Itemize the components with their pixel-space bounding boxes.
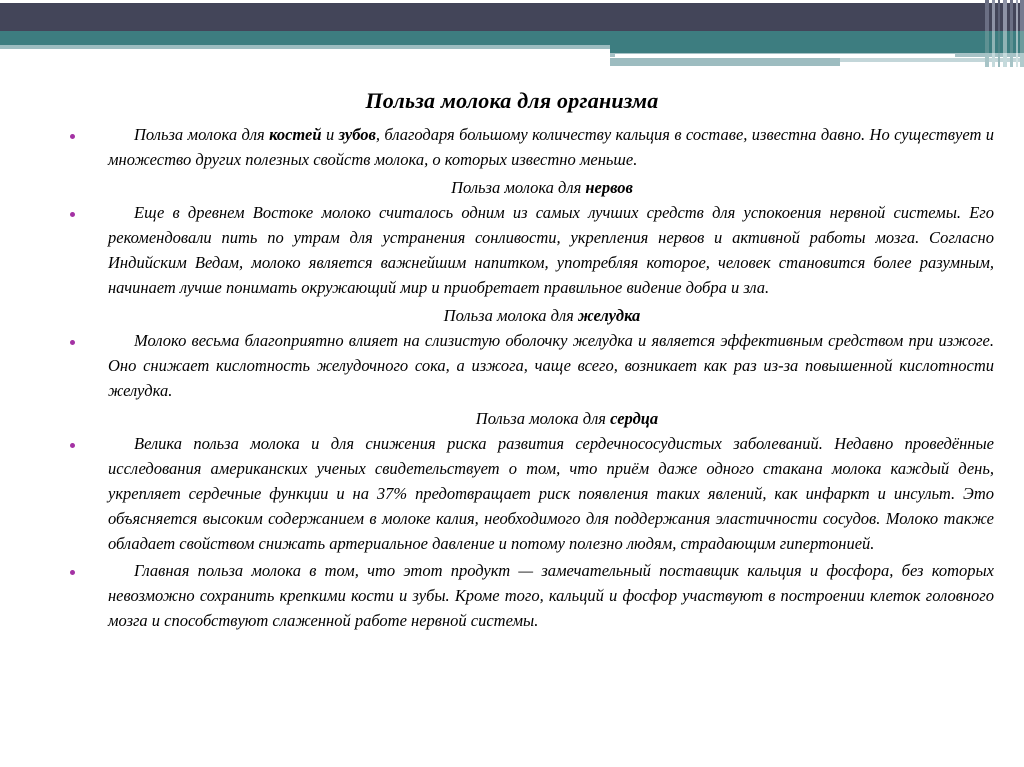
bullet-nerves	[0, 200, 1024, 300]
bullet-bones-teeth-text: Польза молока для костей и зубов, благодаря большому количеству кальция в составе, известна давно. Но существует и множество других полезных свойств молока, о которых известно меньше.	[108, 125, 995, 169]
heading-stomach: Польза молока для желудка	[443, 306, 641, 325]
header-lowest-accent	[840, 58, 1024, 62]
bullet-dot-icon	[70, 212, 75, 217]
header-dark-bar	[0, 3, 1024, 31]
slide-content	[0, 88, 1024, 635]
bullet-dot-icon	[70, 443, 75, 448]
header-white-slit	[615, 54, 955, 57]
bullet-dot-icon	[70, 134, 75, 139]
header-vertical-stripe-pale-3	[998, 53, 1000, 67]
header-vertical-stripe-teal-1	[985, 31, 989, 53]
header-vertical-stripe-teal-7	[1020, 31, 1024, 53]
header-vertical-stripe-pale-5	[1010, 53, 1013, 67]
bullet-stomach	[0, 328, 1024, 403]
heading-nerves: Польза молока для нервов	[451, 178, 633, 197]
header-pale-bar	[0, 45, 610, 49]
header-vertical-stripe-teal-4	[1003, 31, 1007, 53]
header-vertical-stripe-pale-7	[1020, 53, 1024, 67]
bullet-stomach-text: Молоко весьма благоприятно влияет на слизистую оболочку желудка и является эффективным средством при изжоге. Оно снижает кислотность желудочного сока, а изжога, чаще всего, возникает как раз из-за повышенной кислотности желудка.	[108, 331, 994, 400]
header-vertical-stripe-pale-1	[985, 53, 989, 67]
page-title: Польза молока для организма	[365, 88, 659, 113]
header-vertical-stripe-pale-6	[1016, 53, 1018, 67]
header-vertical-stripe-teal-2	[992, 31, 995, 53]
decorative-header-band	[0, 0, 1024, 80]
content-block-list	[0, 122, 1024, 633]
bullet-dot-icon	[70, 340, 75, 345]
header-teal-bar	[0, 31, 1024, 45]
heading-heart: Польза молока для сердца	[475, 409, 659, 428]
emphasis-run: зубов	[338, 125, 376, 144]
bullet-heart	[0, 431, 1024, 556]
bullet-calcium-phosphorus	[0, 558, 1024, 633]
emphasis-run: нервов	[585, 178, 633, 197]
bullet-bones-teeth	[0, 122, 1024, 172]
header-vertical-stripe-teal-6	[1016, 31, 1018, 53]
bullet-heart-text: Велика польза молока и для снижения риска развития сердечнососудистых заболеваний. Недавно проведённые исследования американских ученых свидетельствует о том, что приём даже одного стакана молока каждый день, укрепляет сердечные функции и на 37% предотвращает риск появления таких явлений, как инфаркт и инсульт. Это объясняется высоким содержанием в молоке калия, необходимого для поддержания эластичности сосудов. Молоко также обладает свойством снижать артериальное давление и потому полезно людям, страдающим гипертонией.	[108, 434, 994, 553]
emphasis-run: сердца	[610, 409, 659, 428]
bullet-calcium-phosphorus-text: Главная польза молока в том, что этот продукт — замечательный поставщик кальция и фосфора, без которых невозможно сохранить крепкими кости и зубы. Кроме того, кальций и фосфор участвуют в построении клеток головного мозга и способствуют слаженной работе нервной системы.	[108, 561, 994, 630]
header-vertical-stripe-pale-4	[1003, 53, 1007, 67]
header-vertical-stripe-teal-3	[998, 31, 1000, 53]
bullet-nerves-text: Еще в древнем Востоке молоко считалось одним из самых лучших средств для успокоения нервной системы. Его рекомендовали пить по утрам для устранения сонливости, укрепления нервов и активной работы мозга. Согласно Индийским Ведам, молоко является важнейшим напитком, употребляя которое, человек становится более разумным, начинает лучше понимать окружающий мир и приобретает правильное видение добра и зла.	[108, 203, 994, 297]
bullet-dot-icon	[70, 570, 75, 575]
header-vertical-stripe-pale-2	[992, 53, 995, 67]
header-vertical-stripe-teal-5	[1010, 31, 1013, 53]
emphasis-run: костей	[269, 125, 322, 144]
emphasis-run: желудка	[577, 306, 641, 325]
header-teal-right-bar	[610, 45, 1024, 53]
